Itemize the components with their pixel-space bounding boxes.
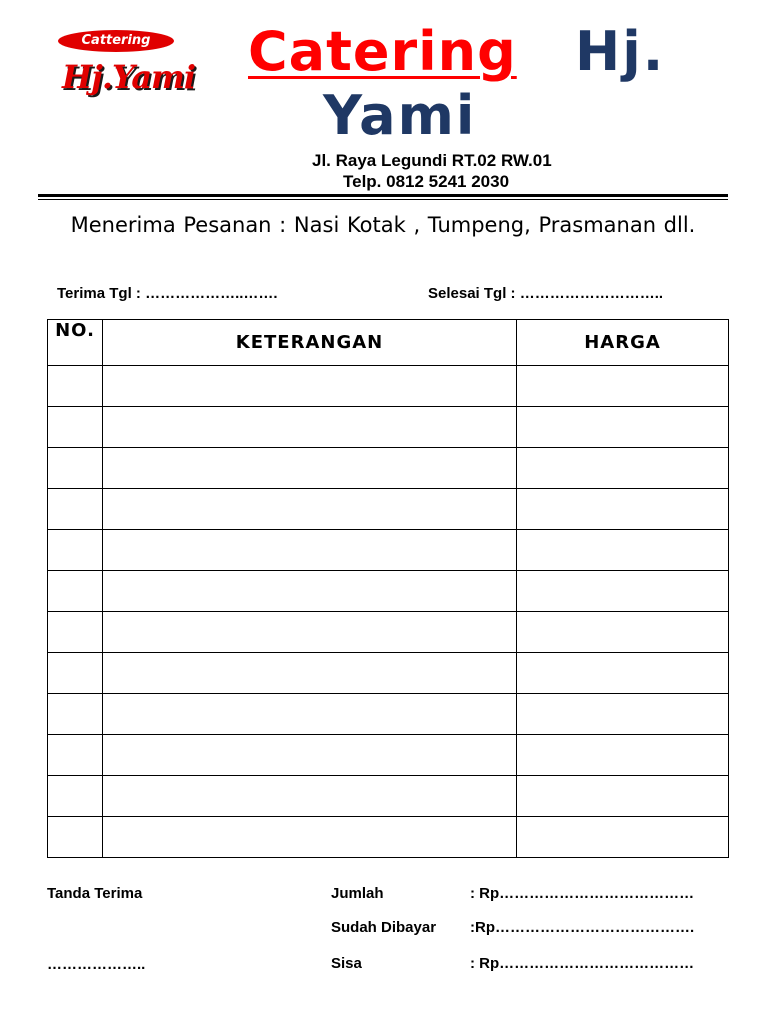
cell-description: [103, 571, 517, 612]
cell-no: [48, 571, 103, 612]
total-label: Jumlah: [331, 885, 384, 902]
table-row: [48, 694, 729, 735]
cell-no: [48, 448, 103, 489]
cell-price: [517, 776, 729, 817]
cell-no: [48, 489, 103, 530]
cell-description: [103, 776, 517, 817]
remaining-label: Sisa: [331, 955, 362, 972]
table-row: [48, 571, 729, 612]
cell-price: [517, 735, 729, 776]
cell-no: [48, 653, 103, 694]
cell-description: [103, 817, 517, 858]
cell-price: [517, 366, 729, 407]
table-row: [48, 612, 729, 653]
company-logo: [56, 22, 222, 134]
signature-line: ………………..: [47, 956, 146, 973]
cell-description: [103, 530, 517, 571]
paid-label: Sudah Dibayar: [331, 919, 437, 936]
cell-price: [517, 571, 729, 612]
cell-no: [48, 612, 103, 653]
cell-description: [103, 489, 517, 530]
header-divider-thick: [38, 194, 728, 197]
cell-price: [517, 653, 729, 694]
logo-name: Hj.Yami: [62, 58, 196, 96]
phone: Telp. 0812 5241 2030: [343, 172, 510, 191]
header-price: HARGA: [517, 320, 729, 366]
cell-price: [517, 407, 729, 448]
logo-banner: Cattering: [58, 30, 174, 52]
cell-price: [517, 489, 729, 530]
table-row: [48, 530, 729, 571]
table-row: [48, 776, 729, 817]
cell-price: [517, 817, 729, 858]
cell-price: [517, 448, 729, 489]
paid-value: :Rp………………………………….: [470, 919, 695, 936]
finished-date-field: Selesai Tgl : ………………………..: [428, 285, 664, 302]
title-catering: Catering: [248, 20, 517, 83]
cell-no: [48, 694, 103, 735]
header-divider-thin: [38, 199, 728, 200]
cell-price: [517, 694, 729, 735]
table-row: [48, 489, 729, 530]
cell-description: [103, 612, 517, 653]
received-date-field: Terima Tgl : ………………..…….: [57, 285, 278, 302]
cell-description: [103, 694, 517, 735]
cell-price: [517, 530, 729, 571]
table-header-row: [48, 320, 729, 366]
order-items-table: [47, 319, 729, 858]
cell-no: [48, 776, 103, 817]
table-row: [48, 366, 729, 407]
remaining-value: : Rp…………………………………: [470, 955, 695, 972]
order-description: Menerima Pesanan : Nasi Kotak , Tumpeng, Prasmanan dll.: [70, 213, 696, 237]
cell-no: [48, 735, 103, 776]
header-description: KETERANGAN: [103, 320, 517, 366]
cell-price: [517, 612, 729, 653]
cell-no: [48, 530, 103, 571]
table-row: [48, 817, 729, 858]
cell-description: [103, 448, 517, 489]
cell-no: [48, 407, 103, 448]
title-hj: Hj.: [575, 20, 666, 83]
cell-description: [103, 366, 517, 407]
cell-description: [103, 653, 517, 694]
cell-no: [48, 817, 103, 858]
table-row: [48, 735, 729, 776]
receipt-label: Tanda Terima: [47, 885, 143, 902]
cell-description: [103, 735, 517, 776]
table-row: [48, 653, 729, 694]
title-yami: Yami: [323, 84, 477, 147]
table-row: [48, 407, 729, 448]
table-row: [48, 448, 729, 489]
cell-no: [48, 366, 103, 407]
header-no: NO.: [48, 320, 103, 366]
cell-description: [103, 407, 517, 448]
address: Jl. Raya Legundi RT.02 RW.01: [312, 151, 552, 170]
total-value: : Rp…………………………………: [470, 885, 695, 902]
